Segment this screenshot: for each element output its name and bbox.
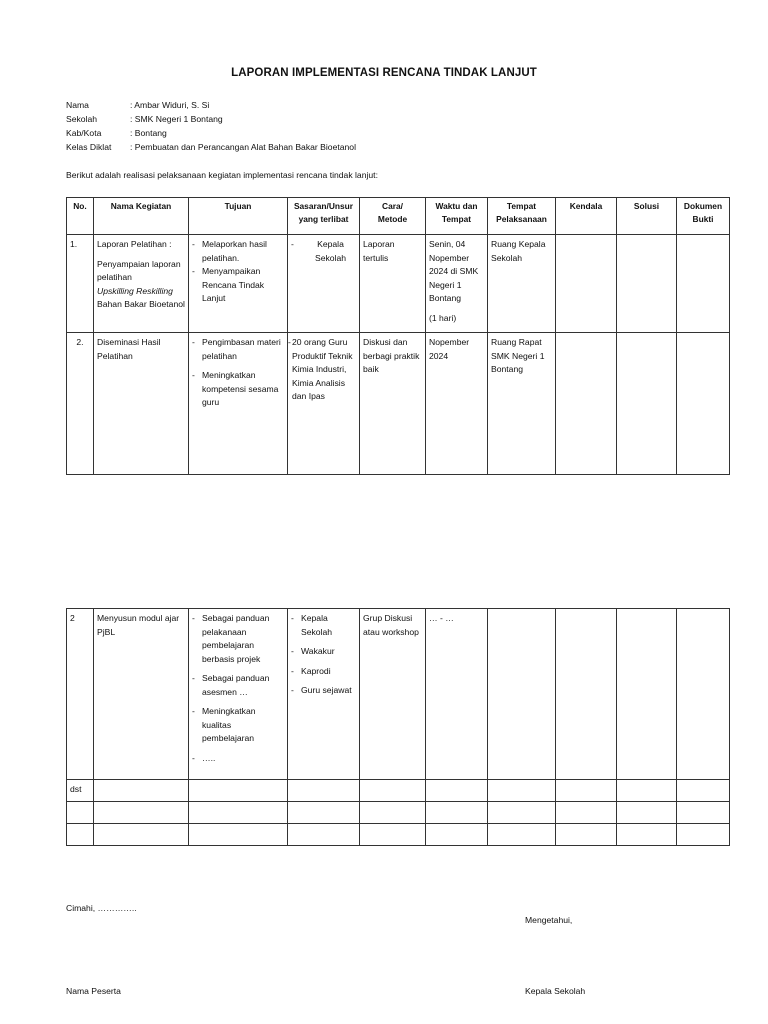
text-line: Upskilling Reskilling (97, 285, 173, 296)
text-line: Senin, 04 Nopember 2024 di SMK Negeri 1 Bontang (429, 239, 479, 303)
cell-empty (189, 802, 288, 824)
table-row (67, 235, 730, 333)
cell-empty (488, 802, 556, 824)
cell-empty (488, 780, 556, 802)
text-line: Melaporkan hasil pelatihan. (202, 239, 267, 263)
header-waktu (426, 198, 488, 235)
bullet-dash: - (192, 706, 195, 716)
header-cara (360, 198, 426, 235)
info-row-kabkota (66, 126, 356, 140)
cell-sasaran (288, 235, 360, 333)
bullet-dash: - (291, 646, 294, 656)
cell-empty (677, 824, 730, 846)
info-value: : Bontang (130, 128, 167, 138)
bullet-dash: - (291, 665, 294, 676)
text-line: Kaprodi (301, 665, 331, 676)
header-line: Bukti (692, 214, 714, 224)
cell-empty (426, 780, 488, 802)
cell-kendala (556, 609, 617, 780)
bullet-dash: - (192, 239, 195, 249)
cell-tempat: Ruang Kepala Sekolah (488, 235, 556, 333)
cell-no: 2 (67, 609, 94, 780)
cell-waktu: … - … (426, 609, 488, 780)
cell-solusi (617, 333, 677, 475)
bullet-dash: - (192, 266, 195, 276)
info-label: Kelas Diklat (66, 142, 112, 152)
header-kendala: Kendala (556, 198, 617, 235)
cell-empty (617, 780, 677, 802)
text-line: Laporan Pelatihan : (97, 239, 172, 249)
info-value: : Pembuatan dan Perancangan Alat Bahan Bakar Bioetanol (130, 142, 356, 152)
principal-label: Kepala Sekolah (525, 986, 586, 996)
document-title: LAPORAN IMPLEMENTASI RENCANA TINDAK LANJUT (231, 67, 537, 79)
cell-empty (556, 802, 617, 824)
table-row (67, 780, 730, 802)
header-tujuan: Tujuan (189, 198, 288, 235)
cell-no: dst (67, 780, 94, 802)
table-row (67, 824, 730, 846)
identity-block (66, 98, 356, 154)
cell-dokumen (677, 609, 730, 780)
header-nama-kegiatan: Nama Kegiatan (94, 198, 189, 235)
text-line: 20 orang Guru Produktif Teknik Kimia Industri, Kimia Analisis dan Ipas (292, 337, 353, 401)
header-line: Sasaran/Unsur (293, 201, 354, 211)
bullet-dash: - (192, 337, 195, 347)
cell-empty (677, 802, 730, 824)
cell-dokumen (677, 333, 730, 475)
cell-cara: Grup Diskusi atau workshop (360, 609, 426, 780)
header-line: yang terlibat (298, 214, 349, 224)
bullet-dash: - (288, 337, 291, 347)
place-date: Cimahi, ………….. (66, 903, 137, 913)
header-line: Metode (377, 214, 408, 224)
cell-empty (488, 824, 556, 846)
cell-empty (288, 780, 360, 802)
cell-empty (189, 780, 288, 802)
bullet-dash: - (192, 370, 195, 380)
header-line: Waktu dan (435, 201, 478, 211)
cell-empty (556, 780, 617, 802)
cell-empty (94, 780, 189, 802)
cell-sasaran (288, 333, 360, 475)
cell-no: 1. (67, 235, 94, 333)
text-line: Bahan Bakar Bioetanol (97, 299, 185, 309)
table-row (67, 802, 730, 824)
text-line: Wakakur (301, 646, 335, 656)
cell-tujuan (189, 235, 288, 333)
cell-empty (189, 824, 288, 846)
info-row-nama (66, 98, 356, 112)
cell-empty (426, 802, 488, 824)
info-label: Nama (66, 100, 89, 110)
cell-tempat (488, 609, 556, 780)
participant-name-label: Nama Peserta (66, 986, 121, 996)
acknowledged-label: Mengetahui, (525, 915, 573, 925)
text-line: Meningkatkan kualitas pembelajaran (202, 706, 256, 743)
header-line: Tempat (441, 214, 472, 224)
info-value: : SMK Negeri 1 Bontang (130, 114, 223, 124)
text-line: ….. (202, 752, 216, 763)
cell-tujuan (189, 333, 288, 475)
table-row (67, 333, 730, 475)
cell-empty (94, 824, 189, 846)
cell-empty (288, 824, 360, 846)
header-dokumen (677, 198, 730, 235)
cell-empty (360, 802, 426, 824)
text-line: (1 hari) (429, 312, 457, 323)
info-row-sekolah (66, 112, 356, 126)
header-line: Pelaksanaan (496, 214, 547, 224)
cell-empty (426, 824, 488, 846)
info-row-kelas (66, 140, 356, 154)
cell-waktu (426, 235, 488, 333)
text-line: Menyampaikan Rencana Tindak Lanjut (202, 266, 265, 303)
cell-empty (360, 780, 426, 802)
bullet-dash: - (192, 752, 195, 763)
text-line: Penyampaian laporan pelatihan (97, 258, 181, 282)
text-line: Sebagai panduan pelakanaan pembelajaran berbasis projek (202, 613, 270, 664)
cell-empty (677, 780, 730, 802)
header-no: No. (67, 198, 94, 235)
cell-empty (288, 802, 360, 824)
text-line: Guru sejawat (301, 685, 352, 695)
cell-dokumen (677, 235, 730, 333)
bullet-dash: - (291, 685, 294, 695)
cell-empty (556, 824, 617, 846)
cell-sasaran (288, 609, 360, 780)
cell-empty (617, 824, 677, 846)
rtl-table-page1 (66, 197, 730, 475)
cell-kendala (556, 333, 617, 475)
bullet-dash: - (192, 673, 195, 683)
cell-tempat: Ruang Rapat SMK Negeri 1 Bontang (488, 333, 556, 475)
header-solusi: Solusi (617, 198, 677, 235)
cell-waktu: Nopember 2024 (426, 333, 488, 475)
intro-text: Berikut adalah realisasi pelaksanaan kegiatan implementasi rencana tindak lanjut: (66, 170, 378, 180)
cell-kendala (556, 235, 617, 333)
cell-cara: Diskusi dan berbagi praktik baik (360, 333, 426, 475)
cell-tujuan (189, 609, 288, 780)
header-sasaran (288, 198, 360, 235)
bullet-dash: - (291, 613, 294, 623)
text-line: Pengimbasan materi pelatihan (202, 337, 281, 361)
text-line: Kepala Sekolah (301, 613, 333, 637)
table-header-row (67, 198, 730, 235)
info-label: Kab/Kota (66, 128, 102, 138)
cell-nama-kegiatan: Menyusun modul ajar PjBL (94, 609, 189, 780)
header-tempat (488, 198, 556, 235)
cell-nama-kegiatan (94, 235, 189, 333)
cell-empty (360, 824, 426, 846)
bullet-dash: - (291, 239, 294, 249)
text-line: Meningkatkan kompetensi sesama guru (202, 370, 279, 407)
cell-solusi (617, 609, 677, 780)
cell-empty (67, 824, 94, 846)
table-row (67, 609, 730, 780)
cell-nama-kegiatan: Diseminasi Hasil Pelatihan (94, 333, 189, 475)
rtl-table-page2 (66, 608, 730, 846)
text-line: Kepala Sekolah (314, 239, 347, 263)
info-value: : Ambar Widuri, S. Si (130, 100, 210, 110)
header-line: Cara/ (382, 201, 403, 211)
text-line: Sebagai panduan asesmen … (202, 673, 270, 697)
header-line: Tempat (506, 201, 537, 211)
header-line: Dokumen (683, 201, 723, 211)
cell-solusi (617, 235, 677, 333)
cell-empty (94, 802, 189, 824)
cell-empty (617, 802, 677, 824)
bullet-dash: - (192, 613, 195, 623)
cell-empty (67, 802, 94, 824)
cell-no: 2. (67, 333, 94, 475)
cell-cara: Laporan tertulis (360, 235, 426, 333)
info-label: Sekolah (66, 114, 98, 124)
